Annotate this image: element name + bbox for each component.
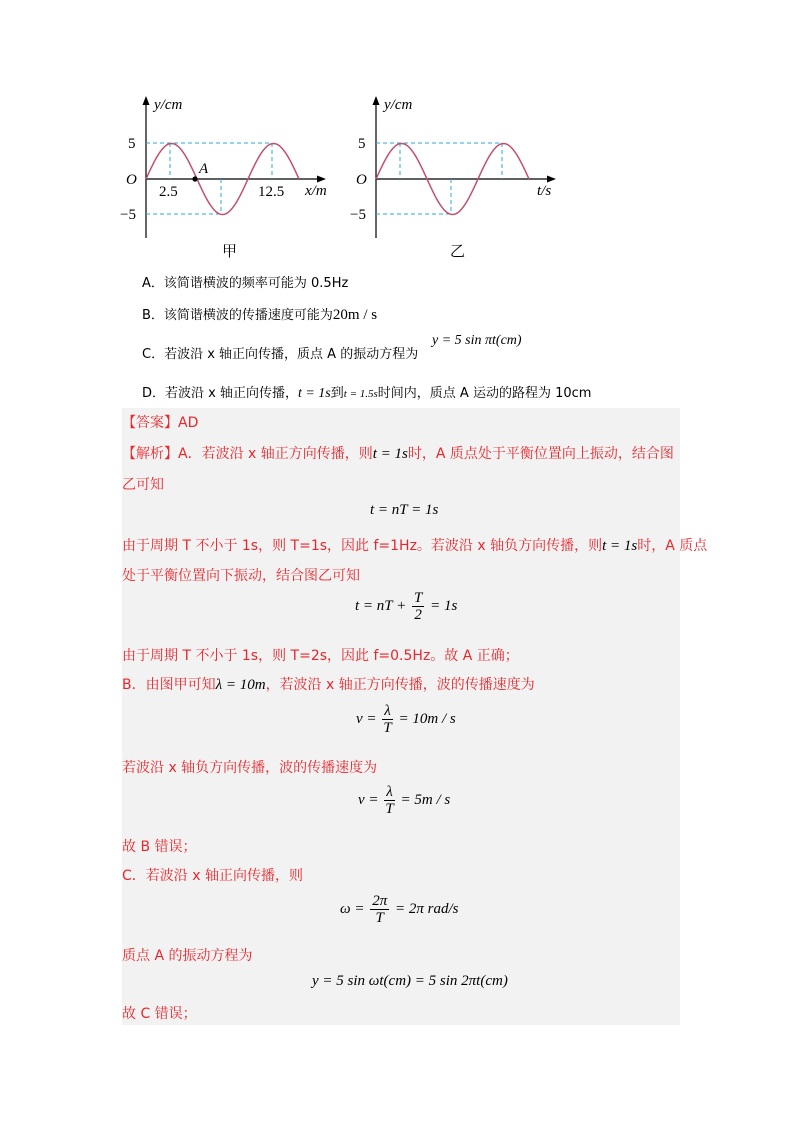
option-d-t1: t = 1s <box>297 386 331 401</box>
origin-label: O <box>356 172 367 188</box>
equation-1: t = nT = 1s <box>370 502 439 518</box>
eq4-left: v = <box>358 791 379 808</box>
option-d <box>142 385 591 403</box>
analysis-line-6a: B．由图甲可知 <box>122 677 216 693</box>
analysis-line-9: C．若波沿 x 轴正向传播，则 <box>122 868 303 884</box>
analysis-line-7: 若波沿 x 轴负方向传播，波的传播速度为 <box>122 760 378 776</box>
option-a: A．该简谐横波的频率可能为 0.5Hz <box>142 276 349 291</box>
analysis-line-10: 质点 A 的振动方程为 <box>122 948 253 964</box>
equation-5 <box>340 893 458 926</box>
eq3-right: = 10m / s <box>398 710 456 727</box>
y-axis-arrow <box>143 96 150 105</box>
eq2-den: 2 <box>414 607 422 623</box>
eq2-right: = 1s <box>430 597 458 614</box>
eq5-left: ω = <box>340 900 365 917</box>
equation-3 <box>356 703 456 736</box>
analysis-line-6 <box>122 674 535 696</box>
x-axis-label: t/s <box>537 183 552 199</box>
analysis-line-11: 故 C 错误； <box>122 1006 197 1022</box>
analysis-line-4: 处于平衡位置向下振动，结合图乙可知 <box>122 568 360 584</box>
eq5-den: T <box>375 910 384 926</box>
analysis-line-3-t: t = 1s <box>602 538 638 554</box>
analysis-line-8: 故 B 错误； <box>122 839 197 855</box>
option-b-value: 20m / s <box>332 307 378 323</box>
analysis-line-3b: 时，A 质点 <box>637 538 708 554</box>
eq4-fraction <box>384 784 395 817</box>
option-b <box>142 306 377 325</box>
x-axis-label: x/m <box>305 183 327 199</box>
eq2-left: t = nT + <box>355 597 407 614</box>
eq2-fraction <box>412 590 424 623</box>
x-axis-arrow <box>547 176 556 183</box>
option-b-text: B．该简谐横波的传播速度可能为 <box>142 308 333 323</box>
x-tick-2-5: 2.5 <box>159 184 178 200</box>
point-a-label: A <box>199 161 209 177</box>
eq3-fraction <box>382 703 393 736</box>
equation-4 <box>358 784 450 817</box>
option-d-to: 到 <box>330 386 344 401</box>
analysis-line-2: 乙可知 <box>122 477 164 493</box>
eq4-num: λ <box>386 784 393 800</box>
eq4-right: = 5m / s <box>400 791 451 808</box>
y-axis-arrow <box>373 96 380 105</box>
y-neg-tick: −5 <box>120 207 136 223</box>
eq5-fraction <box>370 893 389 926</box>
option-d-text-2: 时间内，质点 A 运动的路程为 10cm <box>377 386 592 401</box>
eq3-num: λ <box>384 703 391 719</box>
analysis-line-5: 由于周期 T 不小于 1s，则 T=2s，因此 f=0.5Hz。故 A 正确； <box>122 648 519 664</box>
graph-jia <box>120 92 335 272</box>
y-neg-tick: −5 <box>350 207 366 223</box>
origin-label: O <box>126 172 137 188</box>
eq5-right: = 2π rad/s <box>394 900 459 917</box>
graph-caption: 乙 <box>450 242 466 260</box>
analysis-line-1 <box>122 443 674 465</box>
y-pos-tick: 5 <box>358 136 366 152</box>
option-c-text: C．若波沿 x 轴正向传播，质点 A 的振动方程为 <box>142 347 419 362</box>
equation-6: y = 5 sin ωt(cm) = 5 sin 2πt(cm) <box>312 973 508 989</box>
option-d-text-1: D．若波沿 x 轴正向传播， <box>142 386 298 401</box>
point-a-dot <box>192 176 197 181</box>
analysis-line-3 <box>122 535 707 557</box>
y-axis-label: y/cm <box>154 97 183 113</box>
analysis-line-6-lambda: λ = 10m <box>215 677 266 693</box>
analysis-line-1a: 【解析】A．若波沿 x 轴正方向传播，则 <box>122 446 373 462</box>
y-pos-tick: 5 <box>128 136 136 152</box>
analysis-line-6b: ，若波沿 x 轴正方向传播，波的传播速度为 <box>265 677 535 693</box>
eq3-den: T <box>383 720 392 736</box>
analysis-line-3a: 由于周期 T 不小于 1s，则 T=1s，因此 f=1Hz。若波沿 x 轴负方向传播，则 <box>122 538 603 554</box>
eq5-num: 2π <box>372 893 388 909</box>
answer-label: 【答案】AD <box>122 415 199 431</box>
analysis-line-1-t: t = 1s <box>372 446 408 462</box>
x-axis-arrow <box>317 176 326 183</box>
eq3-left: v = <box>356 710 377 727</box>
option-c <box>142 346 418 364</box>
y-axis-label: y/cm <box>384 97 413 113</box>
eq2-num: T <box>413 590 423 606</box>
option-c-formula: y = 5 sin πt(cm) <box>432 333 522 348</box>
eq4-den: T <box>385 801 394 817</box>
graph-caption: 甲 <box>222 242 238 260</box>
equation-2 <box>355 590 457 623</box>
analysis-line-1b: 时，A 质点处于平衡位置向上振动，结合图 <box>407 446 674 462</box>
x-tick-12-5: 12.5 <box>258 184 285 200</box>
graph-yi <box>346 92 561 272</box>
option-d-t2: t = 1.5s <box>343 388 378 400</box>
